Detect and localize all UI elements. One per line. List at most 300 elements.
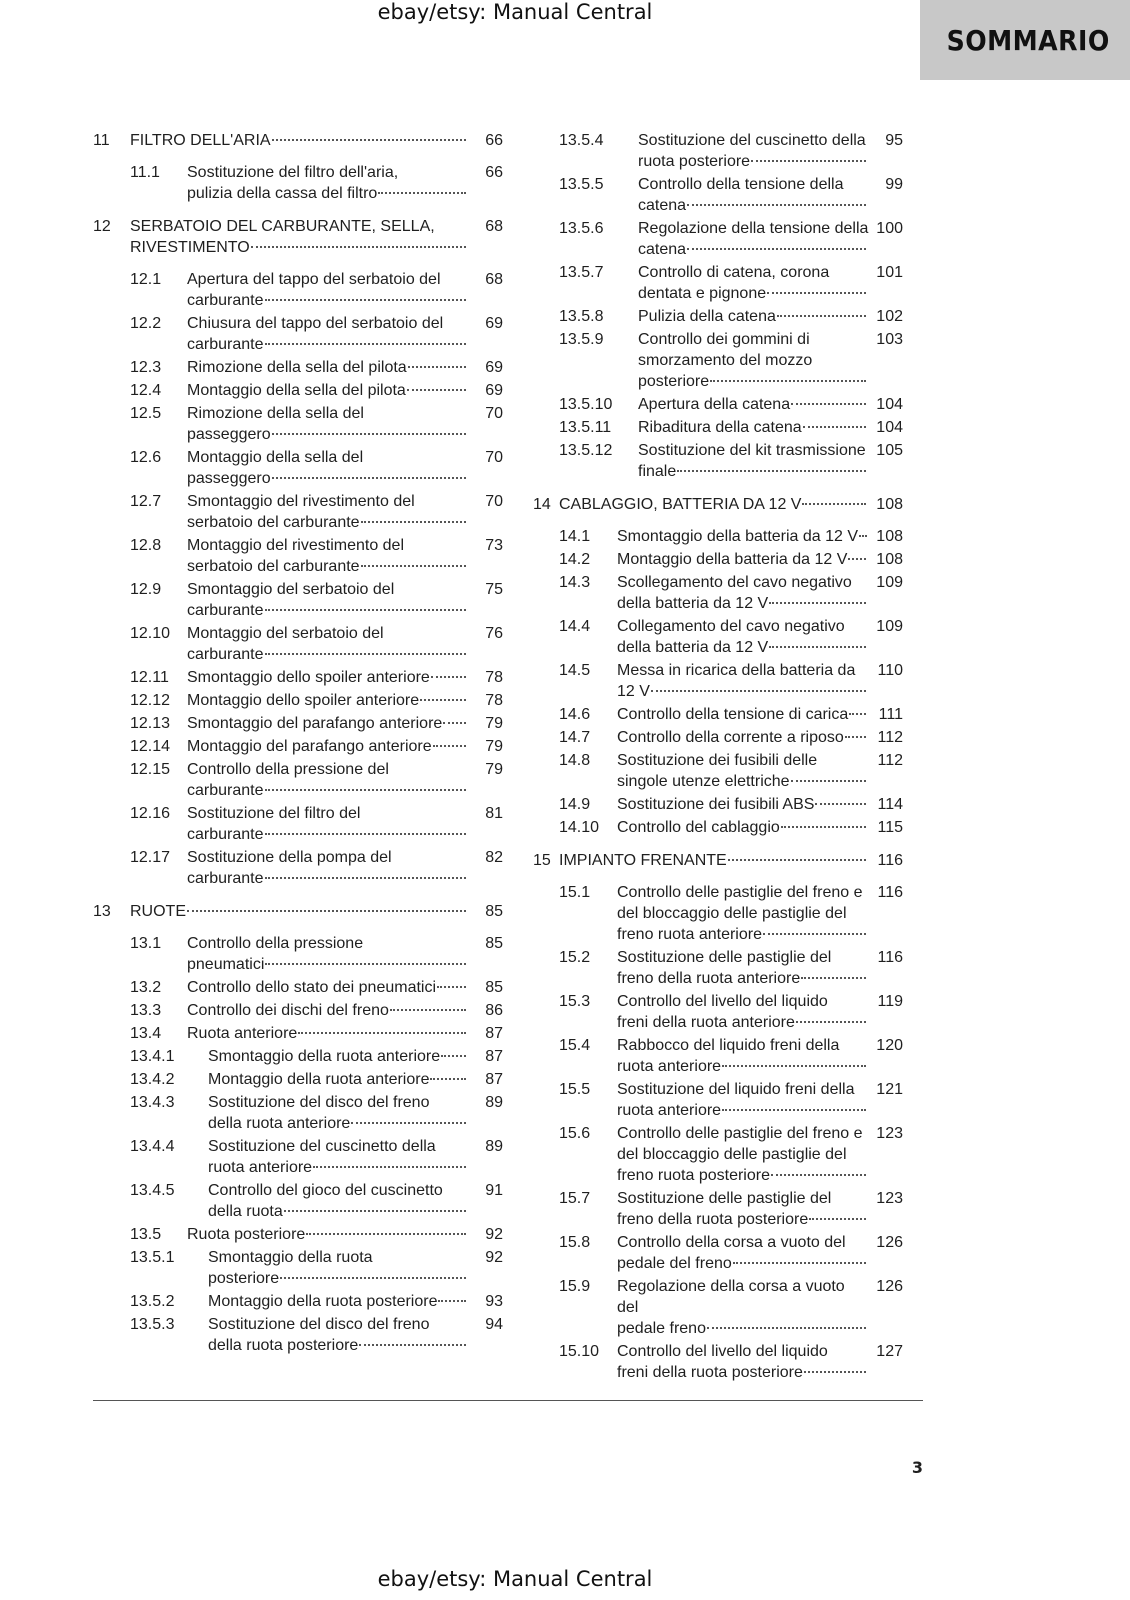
toc-entry[interactable] xyxy=(533,494,903,515)
toc-entry-title xyxy=(208,1046,469,1067)
toc-entry-page: 91 xyxy=(485,1182,503,1199)
toc-entry-number: 12.10 xyxy=(130,625,171,642)
toc-entry-page: 123 xyxy=(876,1125,903,1142)
toc-entry-number: 13.5.3 xyxy=(130,1316,175,1333)
toc-entry[interactable] xyxy=(533,850,903,871)
toc-entry[interactable] xyxy=(93,380,503,401)
dot-leader xyxy=(791,403,866,405)
toc-entry-title-line: ruota anteriore xyxy=(208,1159,313,1176)
toc-entry-page: 126 xyxy=(876,1278,903,1295)
toc-entry-title-last-line xyxy=(617,1100,869,1121)
toc-entry-title-line: del bloccaggio delle pastiglie del xyxy=(617,905,847,922)
toc-entry-title-line: Controllo delle pastiglie del freno e xyxy=(617,1125,863,1142)
toc-entry-title-last-line xyxy=(208,1268,469,1289)
toc-entry-title-line: Controllo dello stato dei pneumatici xyxy=(187,979,437,996)
dot-leader xyxy=(777,315,866,317)
toc-entry-page: 92 xyxy=(485,1226,503,1243)
toc-entry-page: 75 xyxy=(485,581,503,598)
dot-leader xyxy=(796,1021,866,1023)
toc-entry-title-line: freno ruota posteriore xyxy=(617,1167,770,1184)
toc-entry[interactable] xyxy=(93,491,503,533)
toc-entry[interactable] xyxy=(533,130,903,172)
toc-entry-title-line: Rimozione della sella del xyxy=(187,405,364,422)
toc-entry-title xyxy=(638,440,869,482)
toc-entry-title xyxy=(617,727,869,748)
toc-entry-number: 11 xyxy=(93,132,110,149)
toc-entry-page: 78 xyxy=(485,669,503,686)
toc-entry-title xyxy=(187,535,469,577)
toc-entry[interactable] xyxy=(93,759,503,801)
toc-entry[interactable] xyxy=(93,901,503,922)
toc-entry-number: 13.5.4 xyxy=(559,132,604,149)
toc-column-left xyxy=(93,130,503,1356)
toc-entry-page: 116 xyxy=(877,852,903,869)
watermark-bottom: ebay/etsy: Manual Central xyxy=(377,1567,653,1591)
toc-entry[interactable] xyxy=(533,817,903,838)
toc-entry[interactable] xyxy=(533,329,903,392)
toc-entry-page: 112 xyxy=(877,752,903,769)
toc-entry[interactable] xyxy=(93,579,503,621)
toc-entry-title xyxy=(208,1136,469,1178)
toc-entry-title-line: Sostituzione del disco del freno xyxy=(208,1316,430,1333)
toc-entry-title-last-line xyxy=(617,968,869,989)
toc-entry-number: 12.1 xyxy=(130,271,162,288)
toc-entry-title-last-line xyxy=(187,1023,469,1044)
toc-entry-number: 15.1 xyxy=(559,884,591,901)
toc-entry-title-line: ruota posteriore xyxy=(638,153,751,170)
dot-leader xyxy=(803,426,866,428)
toc-entry-title-line: Sostituzione del filtro dell'aria, xyxy=(187,164,399,181)
toc-entry-page: 76 xyxy=(485,625,503,642)
toc-entry[interactable] xyxy=(93,1046,503,1067)
toc-entry-page: 85 xyxy=(485,979,503,996)
toc-entry-page: 81 xyxy=(485,805,503,822)
toc-entry[interactable] xyxy=(93,713,503,734)
toc-entry-title-line: Rimozione della sella del pilota xyxy=(187,359,407,376)
toc-entry[interactable] xyxy=(533,1188,903,1230)
toc-entry-title-line: Controllo della pressione xyxy=(187,935,364,952)
toc-entry-title-line: Messa in ricarica della batteria da xyxy=(617,662,856,679)
toc-entry-number: 15.4 xyxy=(559,1037,591,1054)
toc-entry-title xyxy=(187,162,469,204)
toc-entry[interactable] xyxy=(93,847,503,889)
toc-entry-page: 103 xyxy=(876,331,903,348)
toc-entry-title xyxy=(187,579,469,621)
toc-entry-title xyxy=(617,991,869,1033)
toc-entry-title xyxy=(208,1314,469,1356)
toc-entry-title-last-line xyxy=(617,637,869,658)
toc-entry[interactable] xyxy=(93,933,503,975)
toc-entry-number: 12.4 xyxy=(130,382,162,399)
toc-entry-page: 105 xyxy=(876,442,903,459)
toc-entry[interactable] xyxy=(533,727,903,748)
toc-entry[interactable] xyxy=(93,1224,503,1245)
toc-entry-title-line: Rabbocco del liquido freni della xyxy=(617,1037,840,1054)
toc-entry[interactable] xyxy=(93,690,503,711)
toc-entry-title-line: Apertura della catena xyxy=(638,396,791,413)
toc-entry-title xyxy=(638,329,869,392)
toc-entry[interactable] xyxy=(533,440,903,482)
toc-entry[interactable] xyxy=(533,794,903,815)
toc-entry-number: 13.5.9 xyxy=(559,331,604,348)
dot-leader xyxy=(728,859,866,861)
toc-entry-title-last-line xyxy=(638,195,869,216)
dot-leader xyxy=(763,933,866,935)
toc-entry-title xyxy=(187,623,469,665)
toc-entry-title-line: FILTRO DELL'ARIA xyxy=(130,132,271,149)
toc-entry-title-last-line xyxy=(208,1201,469,1222)
toc-entry[interactable] xyxy=(533,750,903,792)
toc-entry-title-last-line xyxy=(187,334,469,355)
toc-entry-title-line: posteriore xyxy=(638,373,710,390)
toc-entry-title-line: Sostituzione del cuscinetto della xyxy=(638,132,866,149)
dot-leader xyxy=(272,477,466,479)
toc-entry-number: 15.7 xyxy=(559,1190,591,1207)
toc-entry[interactable] xyxy=(93,803,503,845)
dot-leader xyxy=(407,389,466,391)
toc-entry-title xyxy=(187,1000,469,1021)
toc-entry-title-last-line xyxy=(187,780,469,801)
toc-entry-number: 15.10 xyxy=(559,1343,600,1360)
toc-entry-number: 14.7 xyxy=(559,729,591,746)
toc-entry-title xyxy=(208,1180,469,1222)
toc-entry-number: 13.4.3 xyxy=(130,1094,175,1111)
toc-entry[interactable] xyxy=(93,216,503,258)
toc-entry-title-last-line xyxy=(130,237,469,258)
dot-leader xyxy=(187,910,466,912)
toc-entry[interactable] xyxy=(533,218,903,260)
toc-entry-page: 121 xyxy=(876,1081,903,1098)
toc-entry-title-last-line xyxy=(617,526,869,547)
toc-entry-title-last-line xyxy=(130,130,469,151)
toc-entry-title-last-line xyxy=(617,1056,869,1077)
toc-entry-title xyxy=(559,850,869,871)
toc-entry-title-line: smorzamento del mozzo xyxy=(638,352,813,369)
toc-entry[interactable] xyxy=(93,1023,503,1044)
toc-entry-page: 70 xyxy=(485,449,503,466)
toc-entry-title xyxy=(638,130,869,172)
toc-entry-page: 114 xyxy=(877,796,903,813)
toc-entry-title-last-line xyxy=(617,771,869,792)
toc-entry-number: 12.9 xyxy=(130,581,162,598)
toc-entry-number: 12.12 xyxy=(130,692,171,709)
toc-entry-title-line: Sostituzione del filtro del xyxy=(187,805,361,822)
dot-leader xyxy=(361,565,466,567)
dot-leader xyxy=(361,521,466,523)
toc-entry[interactable] xyxy=(93,667,503,688)
toc-entry-number: 14.9 xyxy=(559,796,591,813)
toc-entry-title-last-line xyxy=(187,424,469,445)
dot-leader xyxy=(430,1078,466,1080)
toc-entry-title-line: Controllo della corsa a vuoto del xyxy=(617,1234,846,1251)
toc-entry-title-line: Pulizia della catena xyxy=(638,308,776,325)
toc-entry-number: 13.5 xyxy=(130,1226,162,1243)
toc-entry-title-line: Controllo del livello del liquido xyxy=(617,993,828,1010)
toc-entry-title xyxy=(638,174,869,216)
toc-entry-title-line: freni della ruota anteriore xyxy=(617,1014,795,1031)
dot-leader xyxy=(845,736,866,738)
toc-entry[interactable] xyxy=(533,616,903,658)
toc-entry-title-last-line xyxy=(187,868,469,889)
toc-entry-title xyxy=(187,403,469,445)
toc-entry-title-line: singole utenze elettriche xyxy=(617,773,790,790)
toc-entry-number: 13.5.6 xyxy=(559,220,604,237)
toc-entry-title-last-line xyxy=(187,954,469,975)
toc-entry-title xyxy=(638,218,869,260)
toc-entry[interactable] xyxy=(93,357,503,378)
toc-entry-title-last-line xyxy=(617,817,869,838)
toc-entry-title-line: Smontaggio della batteria da 12 V xyxy=(617,528,859,545)
toc-entry-page: 79 xyxy=(485,715,503,732)
toc-entry-title-last-line xyxy=(187,824,469,845)
toc-entry-title-line: del bloccaggio delle pastiglie del xyxy=(617,1146,847,1163)
dot-leader xyxy=(284,1210,466,1212)
toc-entry-title-line: Controllo della pressione del xyxy=(187,761,389,778)
toc-entry-title-last-line xyxy=(130,901,469,922)
toc-entry[interactable] xyxy=(533,882,903,945)
toc-entry-title-last-line xyxy=(617,1253,869,1274)
toc-entry-title-line: passeggero xyxy=(187,426,271,443)
toc-entry[interactable] xyxy=(93,130,503,151)
toc-entry[interactable] xyxy=(533,991,903,1033)
toc-entry-title-last-line xyxy=(617,593,869,614)
dot-leader xyxy=(677,470,866,472)
toc-entry[interactable] xyxy=(533,549,903,570)
dot-leader xyxy=(298,1032,466,1034)
toc-entry[interactable] xyxy=(533,262,903,304)
toc-entry-title-line: carburante xyxy=(187,336,264,353)
toc-entry-title xyxy=(617,1276,869,1339)
toc-entry-title-line: Sostituzione delle pastiglie del xyxy=(617,949,832,966)
toc-entry[interactable] xyxy=(533,1276,903,1339)
toc-entry-title-line: catena xyxy=(638,241,687,258)
toc-entry-page: 112 xyxy=(877,729,903,746)
toc-entry-title-line: Smontaggio del serbatoio del xyxy=(187,581,395,598)
toc-entry-title xyxy=(187,803,469,845)
toc-entry-title-line: Montaggio della sella del xyxy=(187,449,364,466)
toc-entry-page: 89 xyxy=(485,1094,503,1111)
toc-entry[interactable] xyxy=(93,1291,503,1312)
toc-entry-number: 13.5.5 xyxy=(559,176,604,193)
toc-entry-title-line: Controllo dei dischi del freno xyxy=(187,1002,389,1019)
toc-entry-number: 14.3 xyxy=(559,574,591,591)
toc-entry-title-line: Sostituzione della pompa del xyxy=(187,849,392,866)
dot-leader xyxy=(801,977,866,979)
toc-entry-title-line: ruota anteriore xyxy=(617,1102,722,1119)
toc-entry-number: 13.4.5 xyxy=(130,1182,175,1199)
toc-entry[interactable] xyxy=(93,535,503,577)
toc-entry-title-last-line xyxy=(559,850,869,871)
toc-entry[interactable] xyxy=(533,1341,903,1383)
toc-entry[interactable] xyxy=(533,704,903,725)
dot-leader xyxy=(437,986,466,988)
toc-entry-title-last-line xyxy=(638,239,869,260)
toc-entry-title xyxy=(208,1291,469,1312)
dot-leader xyxy=(272,139,466,141)
toc-entry-page: 108 xyxy=(876,551,903,568)
toc-entry-title-line: Controllo della tensione di carica xyxy=(617,706,849,723)
toc-entry-title-line: Sostituzione del kit trasmissione xyxy=(638,442,866,459)
toc-entry-title xyxy=(617,794,869,815)
toc-entry[interactable] xyxy=(93,736,503,757)
toc-entry-number: 13.4.2 xyxy=(130,1071,175,1088)
toc-entry-title xyxy=(187,1023,469,1044)
toc-entry[interactable] xyxy=(533,947,903,989)
toc-entry-number: 13.5.10 xyxy=(559,396,613,413)
toc-entry-title-line: Controllo del cablaggio xyxy=(617,819,780,836)
toc-entry-title-line: CABLAGGIO, BATTERIA DA 12 V xyxy=(559,496,802,513)
toc-entry-number: 12.5 xyxy=(130,405,162,422)
toc-entry-number: 15.2 xyxy=(559,949,591,966)
toc-entry-title-line: dentata e pignone xyxy=(638,285,767,302)
dot-leader xyxy=(390,1009,466,1011)
toc-entry-title xyxy=(208,1069,469,1090)
dot-leader xyxy=(859,535,867,537)
toc-entry-title-last-line xyxy=(638,417,869,438)
toc-entry[interactable] xyxy=(93,1069,503,1090)
toc-entry-title xyxy=(187,847,469,889)
dot-leader xyxy=(849,713,866,715)
dot-leader xyxy=(804,1371,866,1373)
dot-leader xyxy=(802,503,866,505)
toc-entry[interactable] xyxy=(93,1314,503,1356)
toc-entry-title-line: Sostituzione del liquido freni della xyxy=(617,1081,855,1098)
toc-entry-title-line: pedale freno xyxy=(617,1320,706,1337)
dot-leader xyxy=(313,1166,466,1168)
toc-entry[interactable] xyxy=(93,269,503,311)
toc-entry-title-line: Chiusura del tappo del serbatoio del xyxy=(187,315,444,332)
toc-entry-title-last-line xyxy=(187,736,469,757)
toc-entry-page: 82 xyxy=(485,849,503,866)
toc-entry-page: 116 xyxy=(877,949,903,966)
dot-leader xyxy=(265,789,467,791)
toc-entry-title xyxy=(187,736,469,757)
toc-entry-title-line: freno della ruota posteriore xyxy=(617,1211,809,1228)
toc-entry[interactable] xyxy=(93,623,503,665)
toc-entry-title xyxy=(617,1188,869,1230)
toc-entry-page: 120 xyxy=(876,1037,903,1054)
toc-entry[interactable] xyxy=(93,403,503,445)
toc-entry[interactable] xyxy=(533,417,903,438)
toc-entry[interactable] xyxy=(533,526,903,547)
toc-entry-title-last-line xyxy=(187,380,469,401)
toc-entry-number: 15.5 xyxy=(559,1081,591,1098)
dot-leader xyxy=(280,1277,466,1279)
dot-leader xyxy=(306,1233,466,1235)
toc-entry[interactable] xyxy=(93,1000,503,1021)
toc-entry-page: 101 xyxy=(876,264,903,281)
toc-entry[interactable] xyxy=(533,1123,903,1186)
toc-entry-title xyxy=(187,759,469,801)
toc-entry[interactable] xyxy=(93,1092,503,1134)
toc-entry-title xyxy=(617,750,869,792)
toc-entry-title xyxy=(617,704,869,725)
toc-entry-title-line: IMPIANTO FRENANTE xyxy=(559,852,727,869)
toc-entry-page: 102 xyxy=(876,308,903,325)
toc-entry-page: 68 xyxy=(485,218,503,235)
toc-entry-page: 111 xyxy=(878,706,903,723)
dot-leader xyxy=(687,248,866,250)
toc-entry-page: 127 xyxy=(876,1343,903,1360)
toc-entry-page: 79 xyxy=(485,738,503,755)
toc-entry[interactable] xyxy=(533,1035,903,1077)
toc-entry-title-line: Sostituzione delle pastiglie del xyxy=(617,1190,832,1207)
toc-column-right xyxy=(533,130,903,1383)
toc-entry-title-line: Montaggio della ruota anteriore xyxy=(208,1071,430,1088)
toc-entry-title-last-line xyxy=(617,924,869,945)
dot-leader xyxy=(272,433,466,435)
dot-leader xyxy=(420,699,466,701)
toc-entry-title-line: RUOTE xyxy=(130,903,186,920)
toc-entry-title-line: Smontaggio del rivestimento del xyxy=(187,493,415,510)
toc-entry[interactable] xyxy=(533,1079,903,1121)
toc-entry[interactable] xyxy=(93,977,503,998)
toc-entry-page: 87 xyxy=(485,1071,503,1088)
toc-entry-page: 79 xyxy=(485,761,503,778)
toc-entry[interactable] xyxy=(533,306,903,327)
toc-entry-title xyxy=(617,817,869,838)
toc-entry-title-line: Montaggio dello spoiler anteriore xyxy=(187,692,420,709)
toc-entry-page: 104 xyxy=(876,396,903,413)
toc-entry-title-line: Controllo dei gommini di xyxy=(638,331,810,348)
toc-entry-page: 94 xyxy=(485,1316,503,1333)
toc-entry[interactable] xyxy=(533,660,903,702)
dot-leader xyxy=(443,722,466,724)
page-number: 3 xyxy=(911,1458,923,1477)
toc-entry-title-last-line xyxy=(208,1113,469,1134)
toc-entry-page: 126 xyxy=(876,1234,903,1251)
dot-leader xyxy=(265,609,467,611)
toc-entry[interactable] xyxy=(93,313,503,355)
toc-entry-title-last-line xyxy=(617,1362,869,1383)
toc-entry-page: 92 xyxy=(485,1249,503,1266)
dot-leader xyxy=(769,646,866,648)
toc-entry-page: 66 xyxy=(485,132,503,149)
toc-entry[interactable] xyxy=(533,174,903,216)
toc-entry-title xyxy=(617,1123,869,1186)
toc-entry-title-line: pedale del freno xyxy=(617,1255,732,1272)
toc-entry-title-line: Controllo di catena, corona xyxy=(638,264,830,281)
toc-entry-title-last-line xyxy=(208,1291,469,1312)
toc-entry[interactable] xyxy=(93,1136,503,1178)
toc-entry-title-line: Smontaggio dello spoiler anteriore xyxy=(187,669,430,686)
toc-entry-title xyxy=(617,1035,869,1077)
toc-entry[interactable] xyxy=(93,447,503,489)
toc-entry[interactable] xyxy=(533,572,903,614)
dot-leader xyxy=(265,877,467,879)
toc-entry-title-line: pulizia della cassa del filtro xyxy=(187,185,378,202)
toc-entry-page: 109 xyxy=(876,574,903,591)
toc-entry-title xyxy=(638,306,869,327)
dot-leader xyxy=(378,192,466,194)
toc-entry-title xyxy=(187,713,469,734)
toc-entry-page: 85 xyxy=(485,935,503,952)
toc-entry[interactable] xyxy=(93,1247,503,1289)
toc-entry[interactable] xyxy=(93,162,503,204)
toc-entry[interactable] xyxy=(93,1180,503,1222)
toc-entry-page: 85 xyxy=(485,903,503,920)
dot-leader xyxy=(351,1122,466,1124)
toc-entry-number: 12.16 xyxy=(130,805,171,822)
toc-entry-number: 13.5.1 xyxy=(130,1249,175,1266)
toc-entry[interactable] xyxy=(533,1232,903,1274)
toc-entry-number: 12.14 xyxy=(130,738,171,755)
toc-entry[interactable] xyxy=(533,394,903,415)
toc-entry-title-last-line xyxy=(617,1012,869,1033)
toc-entry-page: 73 xyxy=(485,537,503,554)
toc-entry-title-line: della ruota anteriore xyxy=(208,1115,351,1132)
dot-leader xyxy=(771,1174,866,1176)
